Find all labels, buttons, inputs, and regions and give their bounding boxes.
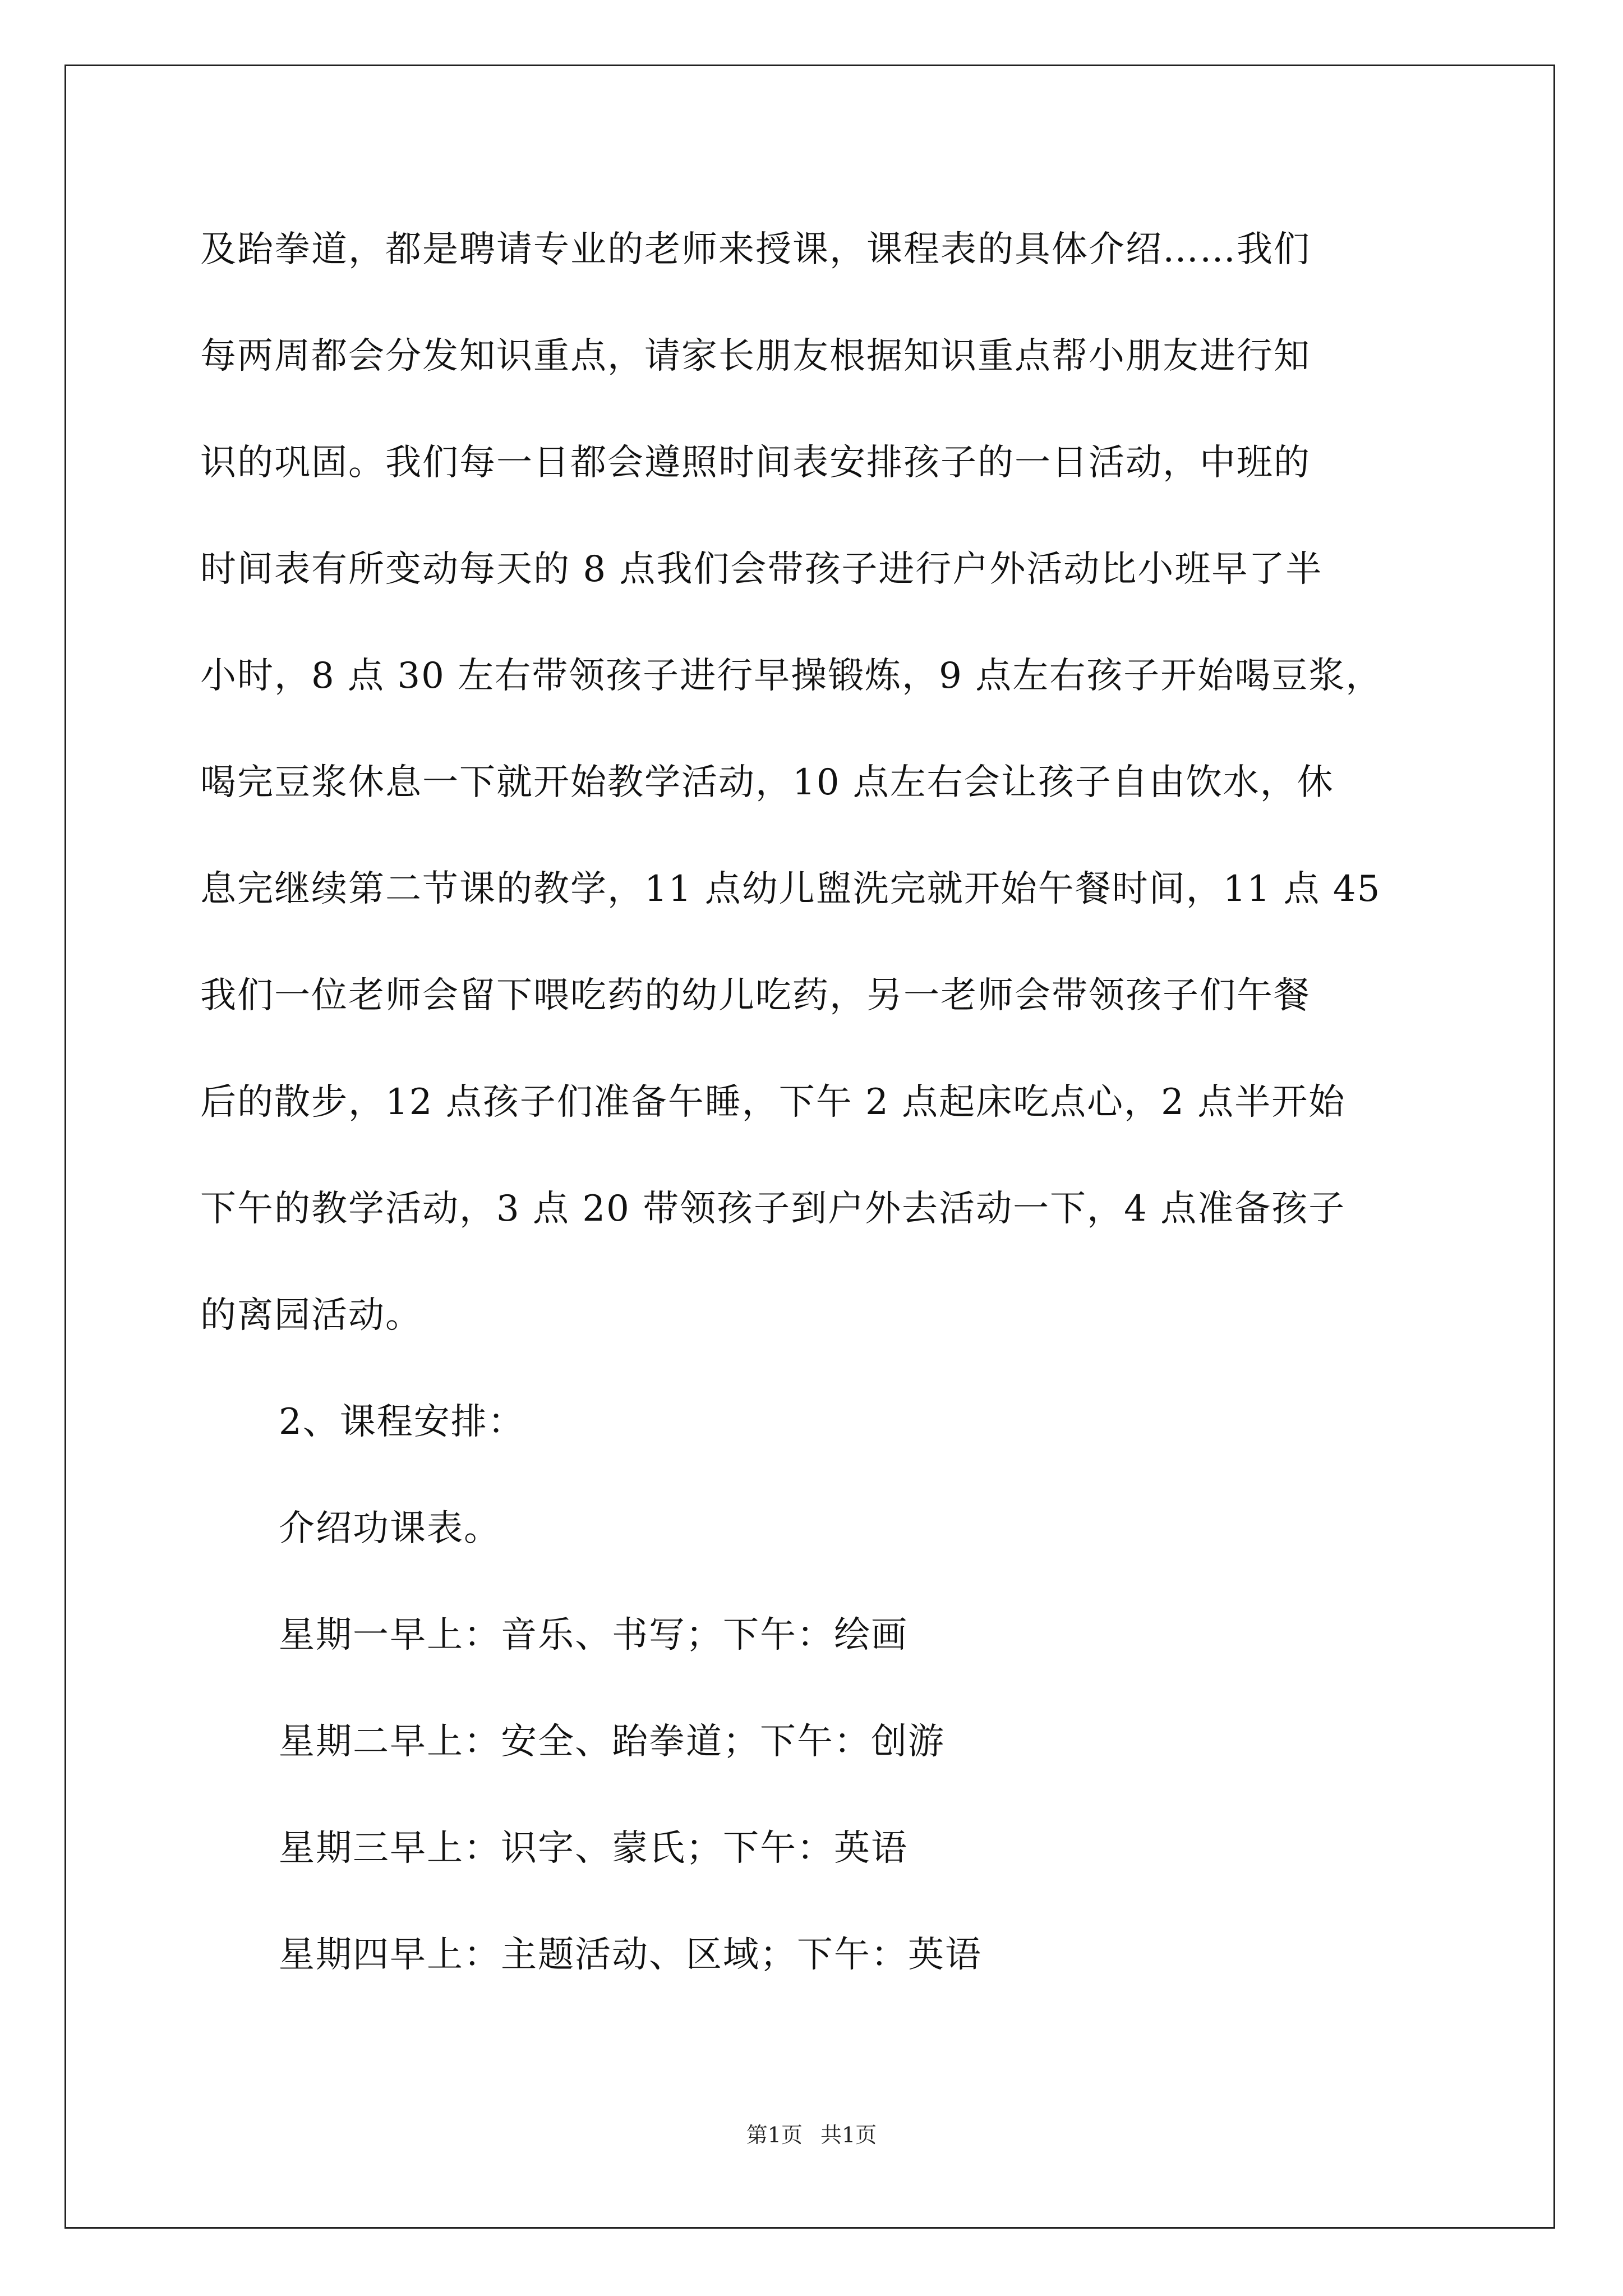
schedule-item-tuesday: 星期二早上：安全、跆拳道；下午：创游: [279, 1721, 945, 1763]
paragraph-line: 小时，8 点 30 左右带领孩子进行早操锻炼，9 点左右孩子开始喝豆浆，: [200, 655, 1383, 697]
page-total: 共1页: [820, 2123, 877, 2147]
paragraph-line: 下午的教学活动，3 点 20 带领孩子到户外去活动一下，4 点准备孩子: [200, 1188, 1346, 1230]
paragraph-line: 我们一位老师会留下喂吃药的幼儿吃药，另一老师会带领孩子们午餐: [200, 975, 1311, 1016]
page-number: 第1页: [746, 2123, 803, 2147]
paragraph-line: 喝完豆浆休息一下就开始教学活动，10 点左右会让孩子自由饮水，休: [200, 762, 1334, 803]
paragraph-line: 每两周都会分发知识重点，请家长朋友根据知识重点帮小朋友进行知: [200, 335, 1311, 377]
paragraph-line: 后的散步，12 点孩子们准备午睡，下午 2 点起床吃点心，2 点半开始: [200, 1082, 1346, 1123]
paragraph-line: 及跆拳道，都是聘请专业的老师来授课，课程表的具体介绍……我们: [200, 229, 1311, 270]
page-border: [64, 65, 1555, 2229]
page-footer: [0, 2122, 1623, 2148]
paragraph-line: 识的巩固。我们每一日都会遵照时间表安排孩子的一日活动，中班的: [200, 442, 1311, 484]
paragraph-line: 的离园活动。: [200, 1295, 422, 1336]
schedule-item-thursday: 星期四早上：主题活动、区域；下午：英语: [279, 1934, 982, 1976]
paragraph-line: 时间表有所变动每天的 8 点我们会带孩子进行户外活动比小班早了半: [200, 549, 1323, 590]
paragraph-line: 息完继续第二节课的教学，11 点幼儿盥洗完就开始午餐时间，11 点 45: [200, 868, 1381, 910]
schedule-item-monday: 星期一早上：音乐、书写；下午：绘画: [279, 1614, 908, 1656]
intro-text: 介绍功课表。: [279, 1508, 501, 1549]
section-heading: 2、课程安排：: [279, 1401, 525, 1443]
schedule-item-wednesday: 星期三早上：识字、蒙氏；下午：英语: [279, 1828, 908, 1869]
